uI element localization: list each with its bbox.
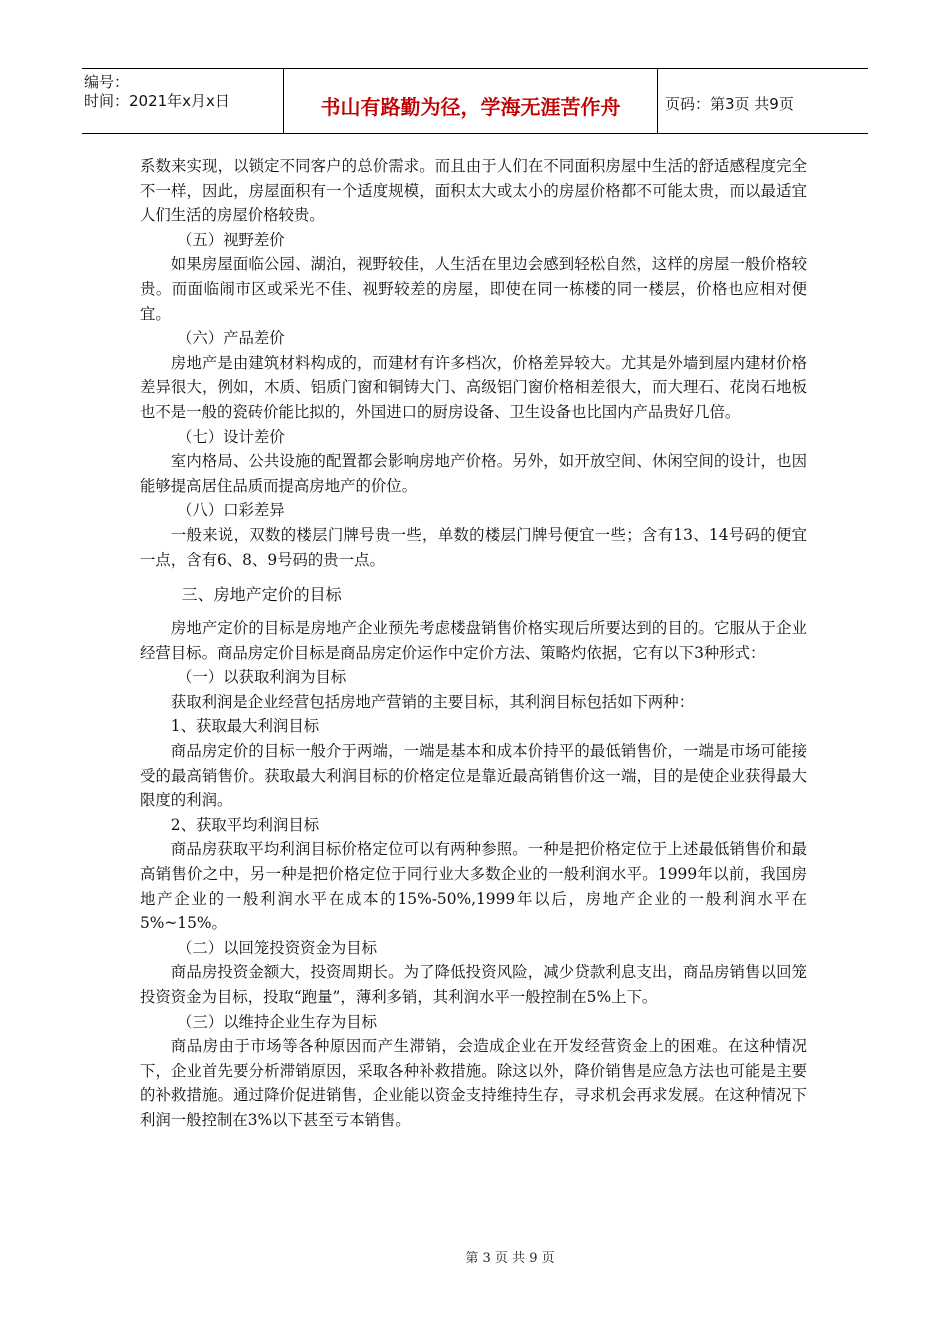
paragraph: 如果房屋面临公园、湖泊，视野较佳，人生活在里边会感到轻松自然，这样的房屋一般价格较贵。而面临闹市区或采光不佳、视野较差的房屋，即使在同一栋楼的同一楼层，价格也应相对便宜。	[140, 255, 807, 323]
paragraph: 房地产是由建筑材料构成的，而建材有许多档次，价格差异较大。尤其是外墙到屋内建材价格差异很大，例如，木质、铝质门窗和铜铸大门、高级铝门窗价格相差很大，而大理石、花岗石地板也不是一般的瓷砖价能比拟的，外国进口的厨房设备、卫生设备也比国内产品贵好几倍。	[140, 353, 807, 421]
paragraph: 一般来说，双数的楼层门牌号贵一些，单数的楼层门牌号便宜一些；含有13、14号码的便宜一点，含有6、8、9号码的贵一点。	[140, 525, 807, 569]
paragraph: 商品房获取平均利润目标价格定位可以有两种参照。一种是把价格定位于上述最低销售价和最高销售价之中，另一种是把价格定位于同行业大多数企业的一般利润水平。1999年以前，我国房地产企业的一般利润水平在成本的15%-50%,1999年以后，房地产企业的一般利润水平在5%~15%。	[140, 840, 807, 933]
document-date: 时间：2021年x月x日	[84, 92, 230, 110]
page-header	[82, 68, 868, 134]
paragraph: 获取利润是企业经营包括房地产营销的主要目标，其利润目标包括如下两种：	[170, 692, 695, 711]
paragraph: 室内格局、公共设施的配置都会影响房地产价格。另外，如开放空间、休闲空间的设计，也因能够提高居住品质而提高房地产的价位。	[140, 452, 807, 495]
header-motto: 书山有路勤为径，学海无涯苦作舟	[284, 69, 658, 133]
header-page-number: 页码：第3页 共9页	[665, 94, 794, 113]
page-footer: 第 3 页 共 9 页	[465, 1251, 555, 1266]
section-heading: 三、房地产定价的目标	[181, 585, 342, 605]
paragraph: 商品房由于市场等各种原因而产生滞销，会造成企业在开发经营资金上的困难。在这种情况下，企业首先要分析滞销原因，采取各种补救措施。除这以外，降价销售是应急方法也可能是主要的补救措施。通过降价促进销售，企业能以资金支持维持生存，寻求机会再求发展。在这种情况下利润一般控制在3%以下甚至亏本销售。	[140, 1037, 807, 1129]
paragraph: 商品房定价的目标一般介于两端，一端是基本和成本价持平的最低销售价，一端是市场可能接受的最高销售价。获取最大利润目标的价格定位是靠近最高销售价这一端，目的是使企业获得最大限度的利润。	[140, 742, 807, 810]
document-number: 编号：	[84, 73, 130, 91]
subheading: 2、获取平均利润目标	[170, 815, 320, 834]
subheading: （二）以回笼投资资金为目标	[176, 938, 378, 957]
subheading: （五）视野差价	[176, 230, 285, 249]
header-meta	[82, 69, 284, 133]
paragraph: 系数来实现，以锁定不同客户的总价需求。而且由于人们在不同面积房屋中生活的舒适感程度完全不一样，因此，房屋面积有一个适度规模，面积太大或太小的房屋价格都不可能太贵，而以最适宜人们生活的房屋价格较贵。	[140, 157, 807, 225]
subheading: （六）产品差价	[176, 329, 285, 348]
subheading: （三）以维持企业生存为目标	[176, 1012, 378, 1031]
paragraph: 房地产定价的目标是房地产企业预先考虑楼盘销售价格实现后所要达到的目的。它服从于企业经营目标。商品房定价目标是商品房定价运作中定价方法、策略灼依据，它有以下3种形式：	[140, 619, 807, 662]
subheading: （七）设计差价	[176, 427, 285, 446]
subheading: 1、获取最大利润目标	[170, 717, 320, 736]
subheading: （一）以获取利润为目标	[176, 668, 347, 687]
document-body	[140, 154, 807, 1133]
subheading: （八）口彩差异	[176, 501, 285, 520]
paragraph: 商品房投资金额大，投资周期长。为了降低投资风险，减少贷款利息支出，商品房销售以回笼投资资金为目标，投取“跑量”，薄利多销，其利润水平一般控制在5%上下。	[140, 963, 807, 1006]
